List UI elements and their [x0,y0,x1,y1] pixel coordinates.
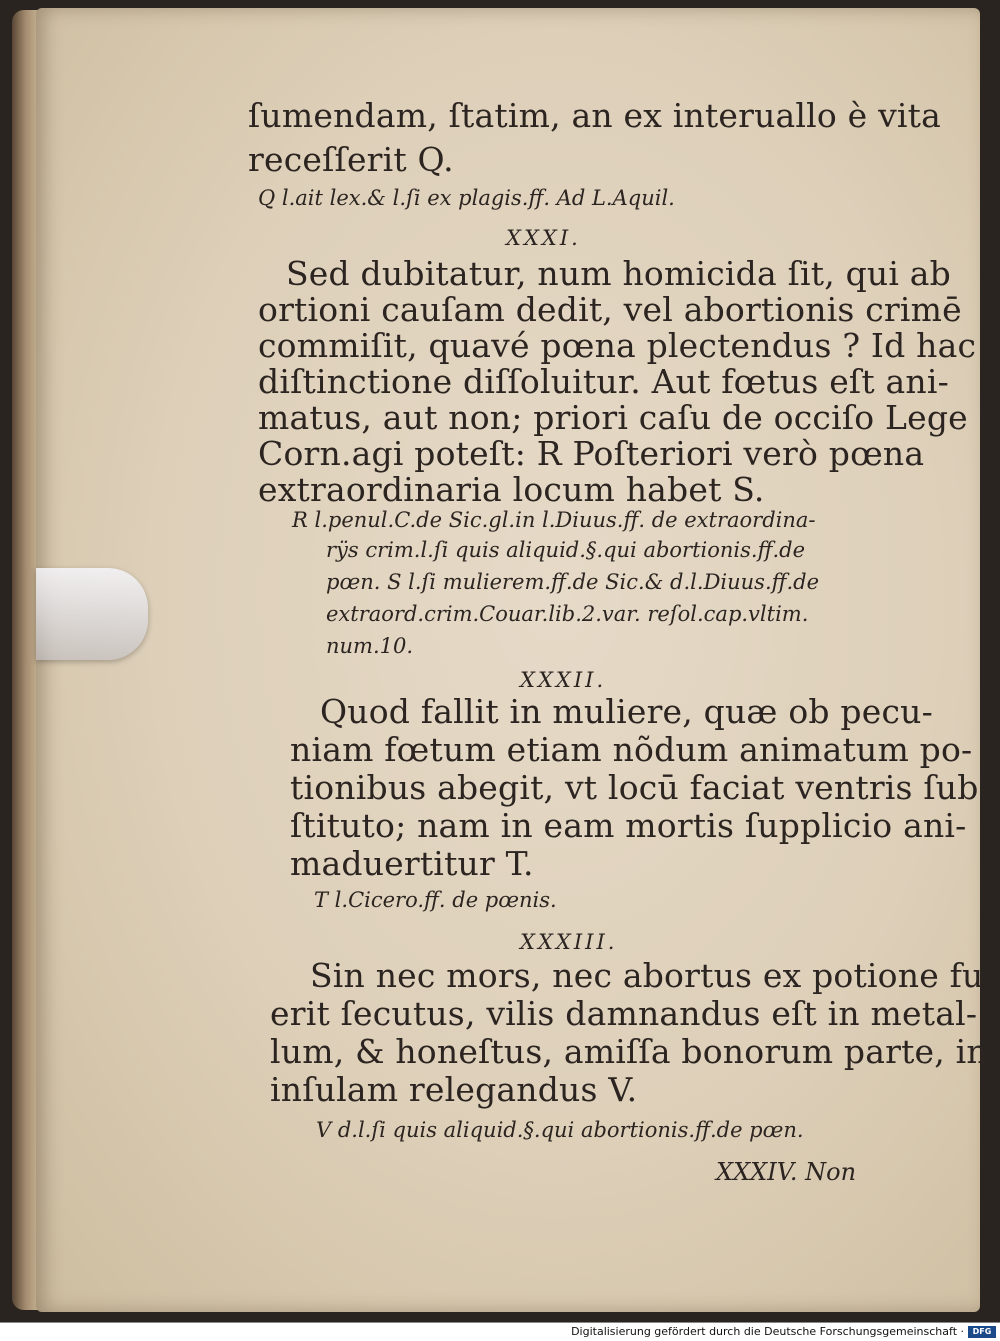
footnote-line: T l.Cicero.ff. de pœnis. [314,888,557,912]
text-line: receſſerit Q. [248,140,454,179]
catchword: XXXIV. Non [716,1158,857,1186]
section-heading: XXXII. [520,668,607,692]
text-line: inſulam relegandus V. [270,1070,638,1109]
footnote-line: rÿs crim.l.ſi quis aliquid.§.qui abortionis.ff.de [326,538,806,562]
digitization-footer [0,1322,1000,1341]
text-line: ſtituto; nam in eam mortis ſupplicio ani- [290,806,967,845]
footnote-line: R l.penul.C.de Sic.gl.in l.Diuus.ff. de extraordina- [292,508,816,532]
section-heading: XXXIII. [520,930,618,954]
text-line: commiſit, quavé pœna plectendus ? Id hac [258,326,977,365]
footnote-line: extraord.crim.Couar.lib.2.var. reſol.cap.vltim. [326,602,809,626]
text-line: extraordinaria locum habet S. [258,470,765,509]
text-line: erit ſecutus, vilis damnandus eſt in metal- [270,994,978,1033]
section-heading: XXXI. [506,226,581,250]
book-page [36,8,995,1312]
text-line: Sin nec mors, nec abortus ex potione fu- [310,956,995,995]
dfg-logo: DFG [968,1326,996,1338]
text-line: diſtinctione diſſoluitur. Aut fœtus eſt ani- [258,362,949,401]
footnote-line: V d.l.ſi quis aliquid.§.qui abortionis.ff.de pœn. [316,1118,804,1142]
text-line: Corn.agi poteſt: R Poſteriori verò pœna [258,434,925,473]
text-line: matus, aut non; priori caſu de occiſo Lege [258,398,968,437]
text-line: maduertitur T. [290,844,534,883]
footnote-line: Q l.ait lex.& l.ſi ex plagis.ff. Ad L.Aquil. [258,186,675,210]
page-holder-clip [36,568,148,660]
text-line: tionibus abegit, vt locū faciat ventris ſub- [290,768,990,807]
text-line: niam fœtum etiam nõdum animatum po- [290,730,973,769]
footer-credit: Digitalisierung gefördert durch die Deutsche Forschungsgemeinschaft · [571,1325,964,1338]
text-line: ortioni cauſam dedit, vel abortionis crimē [258,290,962,329]
text-line: lum, & honeſtus, amiſſa bonorum parte, in [270,1032,988,1071]
text-line: Quod fallit in muliere, quæ ob pecu- [320,692,933,731]
text-line: Sed dubitatur, num homicida ſit, qui ab [286,254,951,293]
text-line: ſumendam, ſtatim, an ex interuallo è vita [248,96,942,135]
footnote-line: pœn. S l.ſi mulierem.ff.de Sic.& d.l.Diuus.ff.de [326,570,820,594]
footnote-line: num.10. [326,634,414,658]
